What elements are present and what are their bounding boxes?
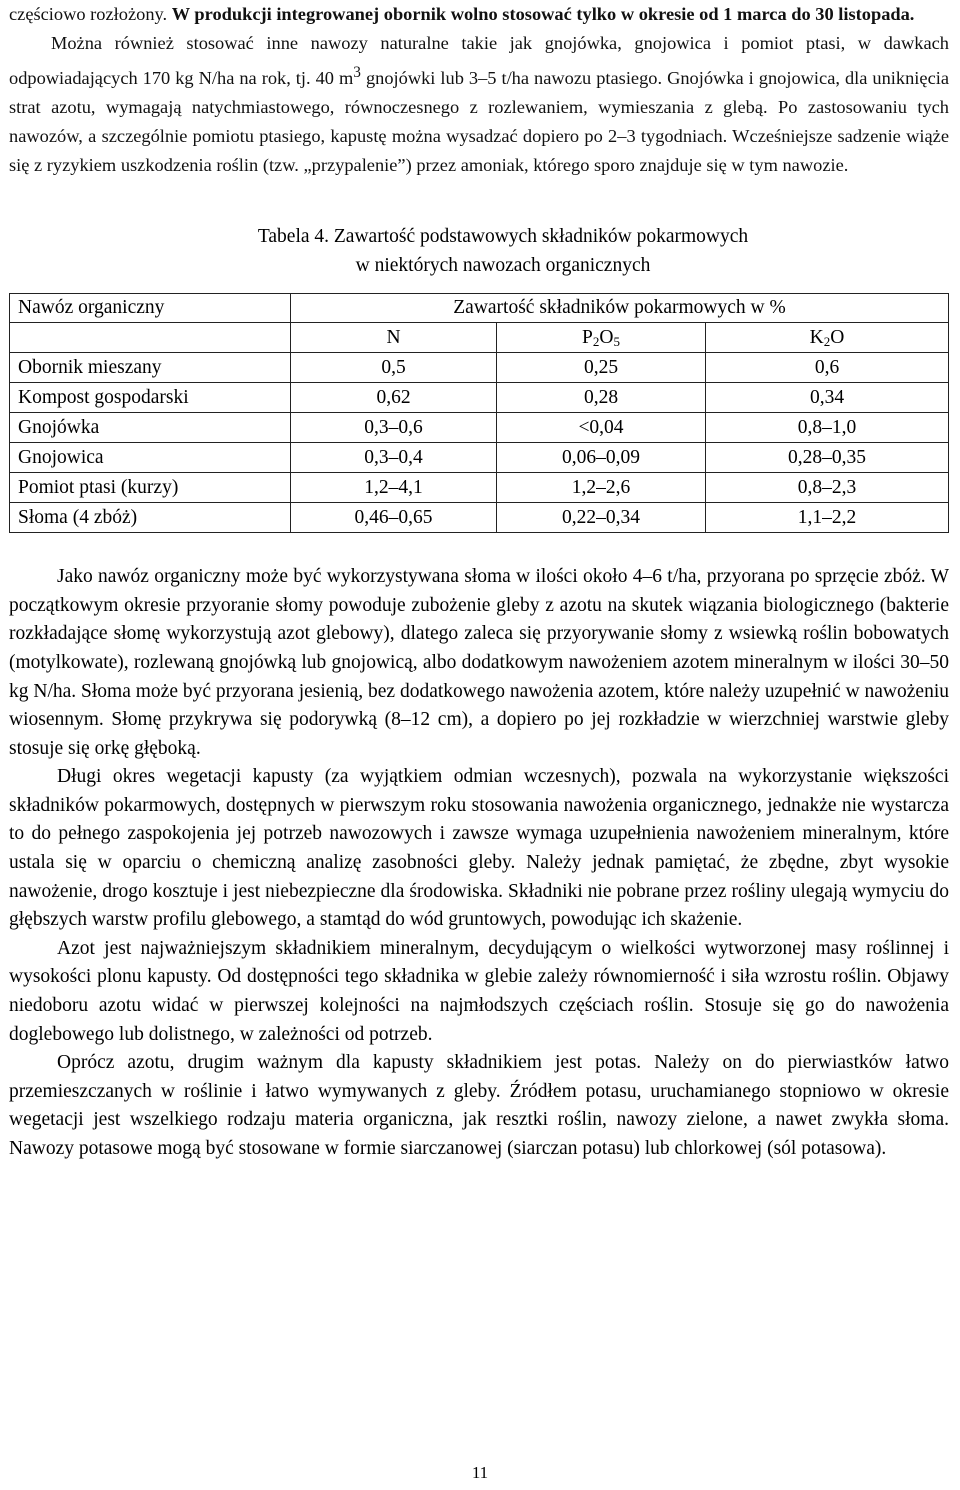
cell-name: Pomiot ptasi (kurzy) bbox=[10, 473, 291, 503]
table-row bbox=[10, 473, 949, 503]
table-caption bbox=[9, 222, 949, 280]
header-k2o bbox=[706, 323, 949, 353]
intro-text-start: częściowo rozłożony. bbox=[9, 4, 172, 24]
cell-k: 0,28–0,35 bbox=[706, 443, 949, 473]
header-k-o: O bbox=[830, 326, 845, 348]
paragraph-vegetation: Długi okres wegetacji kapusty (za wyjątkiem odmian wczesnych), pozwala na wykorzystanie większości składników pokarmowych, dostępnych w pierwszym roku stosowania nawożenia organicznego, jednakże nie wystarcza to do pełnego zaspokojenia jej potrzeb nawozowych i zawsze wymaga uzupełnienia nawożeniem mineralnym, które ustala się w oparciu o chemiczną analizę zasobności gleby. Należy jednak pamiętać, że zbędne, zbyt wysokie nawożenie, drogo kosztuje i jest niebezpieczne dla środowiska. Składniki nie pobrane przez rośliny ulegają wymyciu do głębszych warstw profilu glebowego, a stamtąd do wód gruntowych, powodując ich skażenie. bbox=[9, 766, 949, 931]
paragraph-straw: Jako nawóz organiczny może być wykorzystywana słoma w ilości około 4–6 t/ha, przyorana po sprzęcie zbóż. W początkowym okresie przyoranie słomy powoduje zubożenie gleby z azotu na skutek wiązania biologicznego (bakterie rozkładające słomę wykorzystują azot glebowy), dlatego zaleca się przyorywanie słomy z wsiewką roślin bobowatych (motylkowate), rozlewaną gnojówką lub gnojowicą, albo dodatkowym nawożeniem azotem mineralnym w ilości 30–50 kg N/ha. Słoma może być przyorana jesienią, bez dodatkowego nawożenia azotem, które należy uzupełnić w nawożeniu wiosennym. Słomę przykrywa się podorywką (8–12 cm), a dopiero po jej rozkładzie w wierzchniej warstwie gleby stosuje się orkę głęboką. bbox=[9, 566, 949, 759]
cell-p: 0,28 bbox=[497, 383, 706, 413]
cell-p: 0,22–0,34 bbox=[497, 503, 706, 533]
header-n: N bbox=[291, 323, 497, 353]
table-caption-line1: Tabela 4. Zawartość podstawowych składników pokarmowych bbox=[257, 226, 749, 248]
table-row bbox=[10, 383, 949, 413]
table-row bbox=[10, 413, 949, 443]
header-p-main: P bbox=[582, 326, 593, 348]
intro-superscript: 3 bbox=[353, 64, 361, 81]
paragraph-potassium: Oprócz azotu, drugim ważnym dla kapusty składnikiem jest potas. Należy on do pierwiastków łatwo przemieszczanych w roślinie i łatwo wymywanych z gleby. Źródłem potasu, uruchamianego stopniowo w okresie wegetacji jest wszelkiego rodzaju materia organiczna, jak resztki roślin, nawozy zielone, a nawet zwykła słoma. Nawozy potasowe mogą być stosowane w formie siarczanowej (siarczan potasu) lub chlorkowej (sól potasowa). bbox=[9, 1052, 949, 1159]
table-row bbox=[10, 443, 949, 473]
cell-p: 1,2–2,6 bbox=[497, 473, 706, 503]
header-p-sub2: 5 bbox=[613, 333, 620, 349]
header-fertilizer: Nawóz organiczny bbox=[10, 294, 291, 323]
table-subheader-row bbox=[10, 323, 949, 353]
cell-k: 0,34 bbox=[706, 383, 949, 413]
cell-n: 0,5 bbox=[291, 353, 497, 383]
header-p2o5 bbox=[497, 323, 706, 353]
intro-paragraph bbox=[9, 0, 949, 180]
cell-k: 1,1–2,2 bbox=[706, 503, 949, 533]
header-nutrient-content: Zawartość składników pokarmowych w % bbox=[291, 294, 949, 323]
cell-n: 0,3–0,4 bbox=[291, 443, 497, 473]
cell-name: Kompost gospodarski bbox=[10, 383, 291, 413]
cell-p: 0,25 bbox=[497, 353, 706, 383]
cell-k: 0,8–2,3 bbox=[706, 473, 949, 503]
cell-k: 0,6 bbox=[706, 353, 949, 383]
header-k-sub: 2 bbox=[823, 333, 831, 349]
cell-name: Słoma (4 zbóż) bbox=[10, 503, 291, 533]
table-caption-line2: w niektórych nawozach organicznych bbox=[355, 255, 651, 277]
cell-n: 0,3–0,6 bbox=[291, 413, 497, 443]
cell-name: Gnojowica bbox=[10, 443, 291, 473]
header-p-sub1: 2 bbox=[592, 333, 600, 349]
table-header-row bbox=[10, 294, 949, 323]
table-row bbox=[10, 353, 949, 383]
header-empty-cell bbox=[10, 323, 291, 353]
nutrient-table bbox=[9, 293, 949, 533]
table-row bbox=[10, 503, 949, 533]
cell-name: Obornik mieszany bbox=[10, 353, 291, 383]
cell-n: 1,2–4,1 bbox=[291, 473, 497, 503]
header-k-main: K bbox=[809, 326, 824, 348]
page-number: 11 bbox=[471, 1463, 489, 1482]
paragraph-nitrogen: Azot jest najważniejszym składnikiem mineralnym, decydującym o wielkości wytworzonej masy roślinnej i wysokości plonu kapusty. Od dostępności tego składnika w glebie zależy równomierność i siła wzrostu roślin. Objawy niedoboru azotu widać w pierwszej kolejności na najmłodszych częściach roślin. Stosuje się go do nawożenia doglebowego lub dolistnego, w zależności od potrzeb. bbox=[9, 937, 949, 1045]
intro-text-p2a: Można również stosować inne nawozy naturalne takie jak gnojówka, gnojowica i pomiot ptasi, w dawkach odpowiadających 170 kg N/ha na rok, tj. 40 m bbox=[9, 33, 949, 89]
intro-text-p2b: gnojówki lub 3–5 t/ha nawozu ptasiego. Gnojówka i gnojowica, dla uniknięcia strat azotu, wymagają natychmiastowego, równoczesnego z rozlewaniem, wymieszania z glebą. Po zastosowaniu tych nawozów, a szczególnie pomiotu ptasiego, kapustę można wysadzać dopiero po 2–3 tygodniach. Wcześniejsze sadzenie wiąże się z ryzykiem uszkodzenia roślin (tzw. „przypalenie”) przez amoniak, którego sporo znajduje się w tym nawozie. bbox=[9, 68, 949, 176]
header-p-o: O bbox=[599, 326, 614, 348]
cell-n: 0,46–0,65 bbox=[291, 503, 497, 533]
cell-p: 0,06–0,09 bbox=[497, 443, 706, 473]
cell-p: <0,04 bbox=[497, 413, 706, 443]
body-text bbox=[9, 563, 949, 1163]
cell-n: 0,62 bbox=[291, 383, 497, 413]
cell-name: Gnojówka bbox=[10, 413, 291, 443]
intro-bold-note: W produkcji integrowanej obornik wolno stosować tylko w okresie od 1 marca do 30 listopada. bbox=[171, 4, 915, 24]
cell-k: 0,8–1,0 bbox=[706, 413, 949, 443]
document-page bbox=[9, 0, 949, 1164]
